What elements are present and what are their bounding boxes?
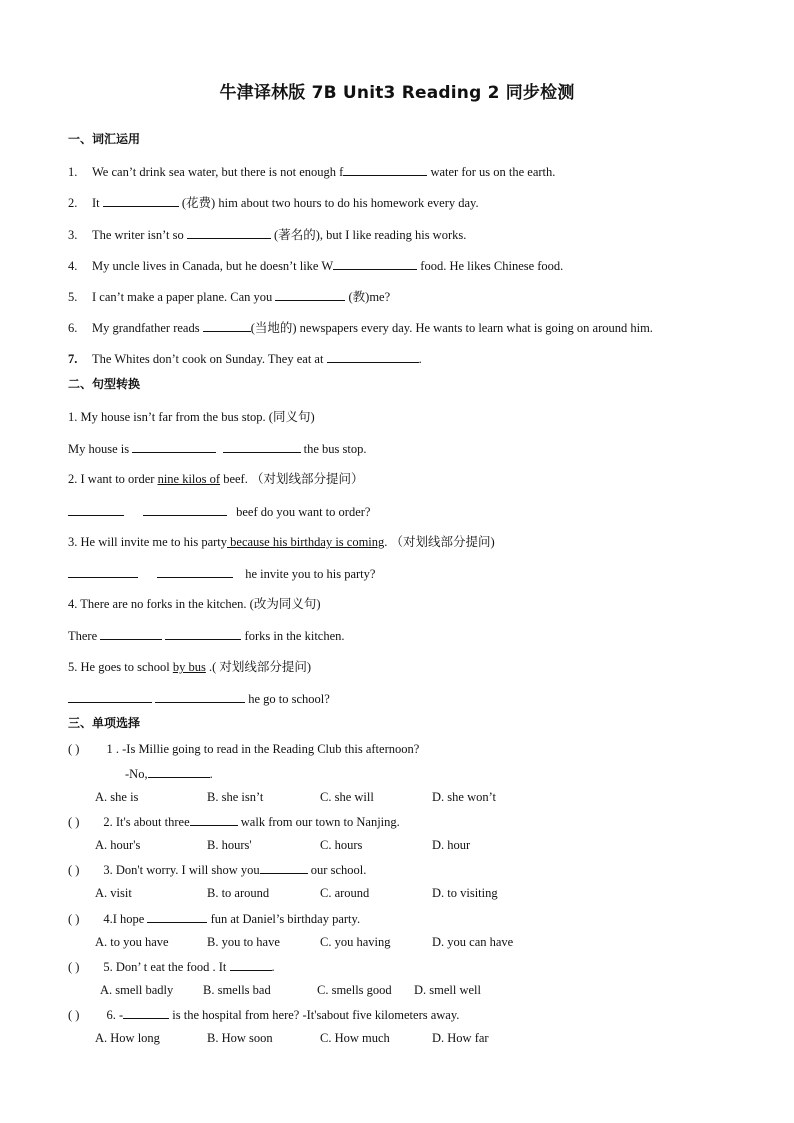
answer-blank[interactable] [148, 765, 210, 778]
mc-option[interactable]: A. How long [95, 1031, 160, 1045]
answer-blank[interactable] [223, 440, 301, 453]
answer-paren[interactable]: ( ) [68, 815, 80, 829]
transform-q1: 1. My house isn’t far from the bus stop. (同义句) [68, 410, 315, 424]
mc-option[interactable]: D. she won’t [432, 790, 497, 804]
answer-blank[interactable] [147, 910, 207, 923]
transform-q4-answer: There forks in the kitchen. [68, 629, 345, 643]
transform-q4: 4. There are no forks in the kitchen. (改为同义句) [68, 597, 321, 611]
answer-blank[interactable] [230, 958, 272, 971]
mc-question-4: ( ) 4.I hope fun at Daniel’s birthday party. [68, 912, 361, 926]
answer-paren[interactable]: ( ) [68, 742, 80, 756]
answer-blank[interactable] [187, 226, 271, 239]
vocab-item-6: 6. My grandfather reads (当地的) newspapers every day. He wants to learn what is going on around him. [68, 321, 653, 335]
transform-q5: 5. He goes to school by bus .( 对划线部分提问) [68, 660, 312, 674]
answer-blank[interactable] [155, 690, 245, 703]
mc-option[interactable]: C. you having [320, 935, 391, 949]
mc-option[interactable]: C. How much [320, 1031, 390, 1045]
transform-q1-answer: My house is the bus stop. [68, 442, 367, 456]
page-title: 牛津译林版 7B Unit3 Reading 2 同步检测 [219, 83, 575, 103]
mc-option[interactable]: D. to visiting [432, 886, 498, 900]
answer-blank[interactable] [165, 627, 241, 640]
mc-option[interactable]: A. she is [95, 790, 139, 804]
answer-blank[interactable] [343, 163, 427, 176]
answer-blank[interactable] [275, 288, 345, 301]
mc-option[interactable]: A. hour's [95, 838, 141, 852]
transform-q2-answer: beef do you want to order? [68, 503, 370, 520]
vocab-item-1: 1. We can’t drink sea water, but there is not enough f water for us on the earth. [68, 165, 556, 179]
mc-option[interactable]: D. you can have [432, 935, 514, 949]
answer-blank[interactable] [203, 319, 251, 332]
answer-paren[interactable]: ( ) [68, 960, 80, 974]
mc-option[interactable]: D. hour [432, 838, 471, 852]
mc-option[interactable]: A. to you have [95, 935, 169, 949]
transform-q3: 3. He will invite me to his party because his birthday is coming. （对划线部分提问) [68, 535, 495, 549]
transform-q3-answer: he invite you to his party? [68, 565, 375, 582]
answer-blank[interactable] [260, 861, 308, 874]
vocab-item-7: 7. The Whites don’t cook on Sunday. They eat at . [68, 352, 422, 366]
answer-blank[interactable] [327, 350, 419, 363]
mc-question-3: ( ) 3. Don't worry. I will show you our school. [68, 863, 367, 877]
answer-paren[interactable]: ( ) [68, 912, 80, 926]
transform-q2: 2. I want to order nine kilos of beef. （对划线部分提问） [68, 472, 364, 486]
mc-option[interactable]: D. How far [432, 1031, 489, 1045]
mc-question-5: ( ) 5. Don’ t eat the food . It . [68, 960, 275, 974]
answer-blank[interactable] [103, 194, 179, 207]
answer-paren[interactable]: ( ) [68, 863, 80, 877]
answer-blank[interactable] [143, 503, 227, 516]
mc-question-1-reply: -No, . [125, 767, 213, 781]
section-heading-multiple-choice: 三、单项选择 [68, 716, 141, 730]
answer-blank[interactable] [333, 257, 417, 270]
mc-question-2: ( ) 2. It's about three walk from our town to Nanjing. [68, 815, 400, 829]
vocab-item-5: 5. I can’t make a paper plane. Can you (教)me? [68, 290, 391, 304]
answer-paren[interactable]: ( ) [68, 1008, 80, 1022]
mc-option[interactable]: B. you to have [207, 935, 280, 949]
transform-q5-answer: he go to school? [68, 690, 330, 707]
answer-blank[interactable] [68, 503, 124, 516]
mc-option[interactable]: C. hours [320, 838, 363, 852]
mc-option[interactable]: C. she will [320, 790, 374, 804]
mc-question-6: ( ) 6. - is the hospital from here? -It'sabout five kilometers away. [68, 1008, 460, 1022]
answer-blank[interactable] [132, 440, 216, 453]
answer-blank[interactable] [100, 627, 162, 640]
mc-option[interactable]: B. she isn’t [207, 790, 264, 804]
vocab-item-3: 3. The writer isn’t so (著名的), but I like reading his works. [68, 228, 467, 242]
mc-option[interactable]: B. smells bad [203, 983, 271, 997]
section-heading-vocabulary: 一、词汇运用 [68, 132, 141, 146]
mc-option[interactable]: B. How soon [207, 1031, 273, 1045]
answer-blank[interactable] [68, 690, 152, 703]
vocab-item-2: 2. It (花费) him about two hours to do his homework every day. [68, 196, 479, 210]
mc-option[interactable]: C. smells good [317, 983, 392, 997]
section-heading-sentence-transform: 二、句型转换 [68, 377, 141, 391]
mc-option[interactable]: A. visit [95, 886, 132, 900]
mc-option[interactable]: B. to around [207, 886, 270, 900]
mc-option[interactable]: B. hours' [207, 838, 252, 852]
mc-question-1: ( ) 1 . -Is Millie going to read in the Reading Club this afternoon? [68, 742, 420, 756]
mc-option[interactable]: C. around [320, 886, 370, 900]
answer-blank[interactable] [190, 813, 238, 826]
answer-blank[interactable] [157, 565, 233, 578]
mc-option[interactable]: A. smell badly [100, 983, 174, 997]
answer-blank[interactable] [68, 565, 138, 578]
vocab-item-4: 4. My uncle lives in Canada, but he doesn’t like W food. He likes Chinese food. [68, 259, 564, 273]
answer-blank[interactable] [123, 1006, 169, 1019]
mc-option[interactable]: D. smell well [414, 983, 482, 997]
